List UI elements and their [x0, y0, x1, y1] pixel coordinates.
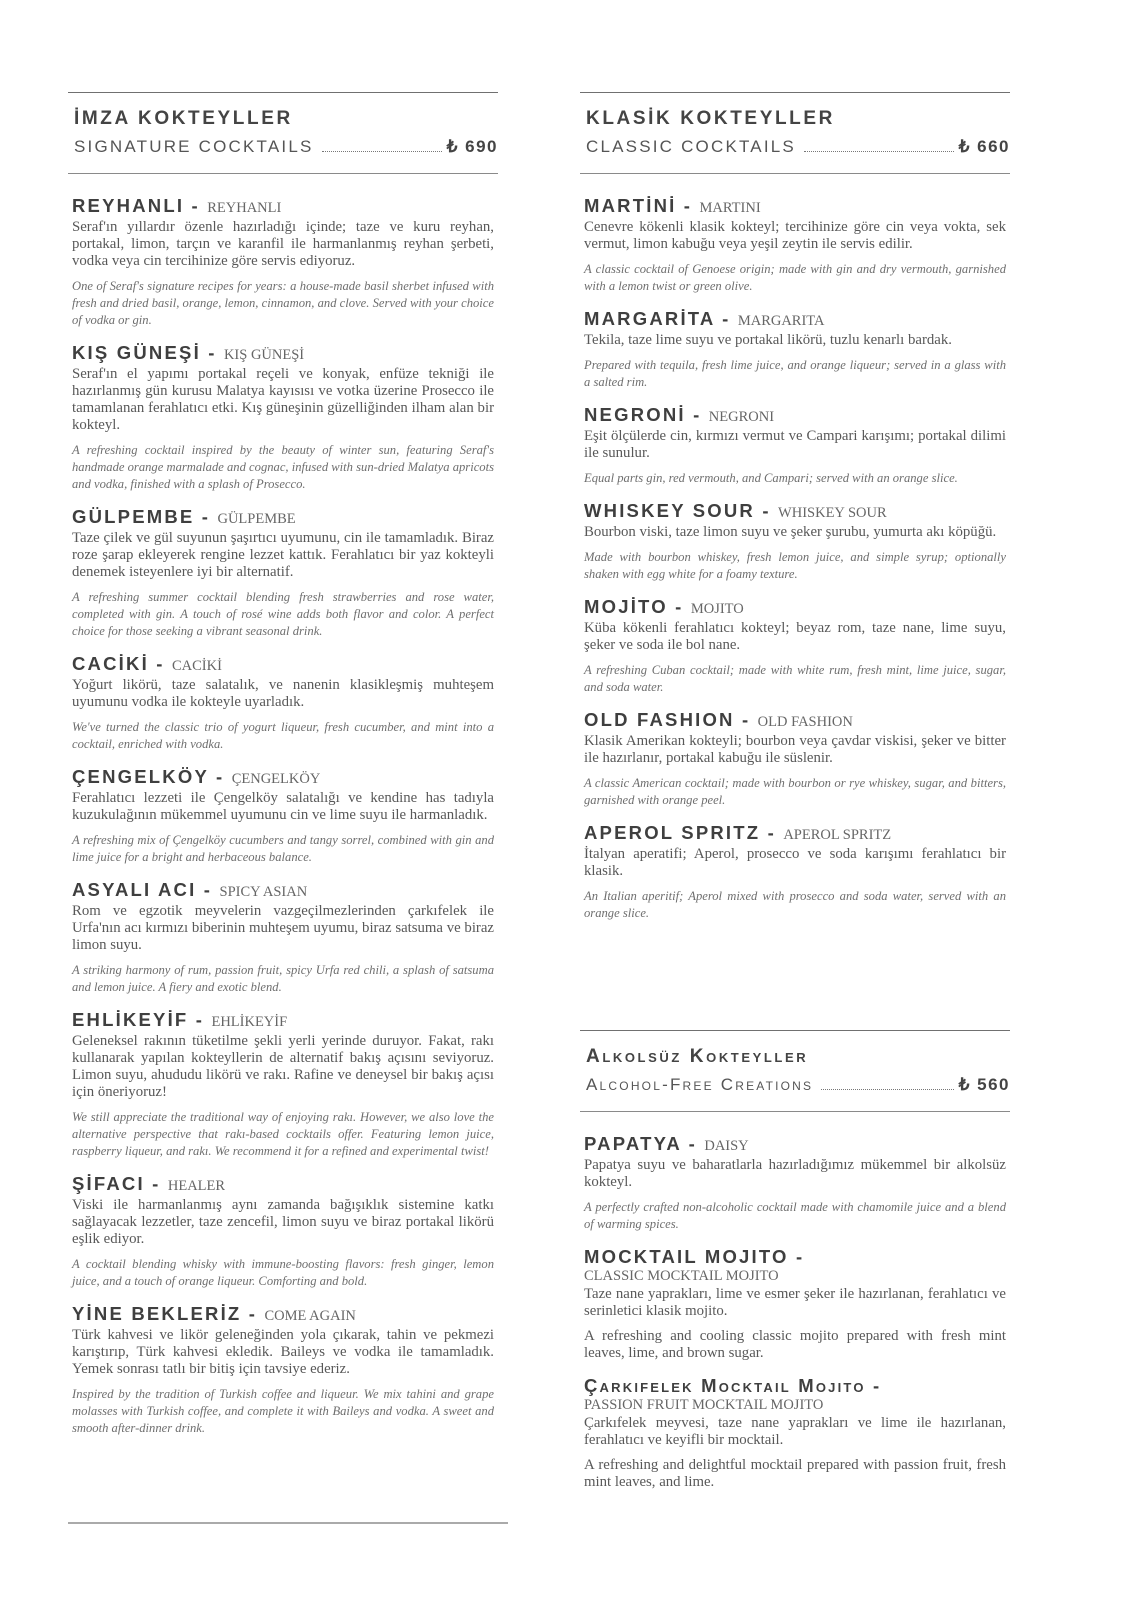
- item-name-english: NEGRONI: [708, 409, 775, 425]
- item-name-english: MARGARITA: [737, 313, 825, 329]
- section-price: ₺ 690: [446, 137, 498, 156]
- section-header: [580, 92, 1010, 174]
- dotted-leader: [804, 151, 954, 152]
- dotted-leader: [821, 1089, 953, 1090]
- section-title-en-row: [74, 137, 498, 157]
- menu-item: [584, 1375, 1006, 1491]
- item-description-en: We've turned the classic trio of yogurt liqueur, fresh cucumber, and mint into a cocktail, enriched with vodka.: [72, 720, 494, 751]
- item-description-en: A classic cocktail of Genoese origin; made with gin and dry vermouth, garnished with a lemon twist or green olive.: [584, 262, 1006, 293]
- item-title: [72, 653, 494, 675]
- item-name-english: APEROL SPRITZ: [783, 827, 892, 843]
- item-description-tr: Eşit ölçülerde cin, kırmızı vermut ve Campari karışımı; portakal dilimi ile sunulur.: [584, 428, 1006, 461]
- item-name-english: PASSION FRUIT MOCKTAIL MOJITO: [584, 1397, 824, 1413]
- item-name-english: GÜLPEMBE: [217, 511, 296, 527]
- item-description-tr: Viski ile harmanlanmış aynı zamanda bağışıklık sistemine katkı sağlayacak lezzetler, taze zencefil, limon suyu ve biraz portakal likörü eşlik ediyor.: [72, 1197, 494, 1247]
- item-description-tr: Çarkıfelek meyvesi, taze nane yaprakları ve lime ile hazırlanan, ferahlatıcı ve keyifli bir mocktail.: [584, 1415, 1006, 1448]
- item-description-en: A refreshing summer cocktail blending fresh strawberries and rose water, completed with gin. A touch of rosé wine adds both flavor and color. A perfect choice for those seeking a vibrant seasonal drink.: [72, 590, 494, 638]
- item-name-english: HEALER: [167, 1178, 226, 1194]
- section-title-en: CLASSIC COCKTAILS: [586, 137, 796, 156]
- item-title: [584, 500, 1006, 522]
- item-name-english: REYHANLI: [207, 200, 282, 216]
- item-description-tr: Taze çilek ve gül suyunun şaşırtıcı uyumunu, cin ile tamamladık. Biraz roze şarap ekleyerek rengine lezzet kattık. Ferahlatıcı bir yaz kokteyli denemek isteyenlere iyi bir alternatif.: [72, 530, 494, 580]
- item-name: PAPATYA -: [584, 1133, 697, 1154]
- menu-item: [584, 709, 1006, 809]
- item-description-en: Made with bourbon whiskey, fresh lemon juice, and simple syrup; optionally shaken with egg white for a foamy texture.: [584, 550, 1006, 581]
- item-name-english: DAISY: [704, 1138, 749, 1154]
- item-description-en: A refreshing mix of Çengelköy cucumbers and tangy sorrel, combined with gin and lime juice for a bright and herbaceous balance.: [72, 833, 494, 864]
- item-description-tr: Tekila, taze lime suyu ve portakal likörü, tuzlu kenarlı bardak.: [584, 332, 952, 348]
- item-title: [584, 195, 1006, 217]
- classic-cocktails-column: [580, 92, 1010, 922]
- menu-item: [72, 1303, 494, 1437]
- item-title: [72, 1303, 494, 1325]
- menu-items-list: [580, 195, 1010, 922]
- item-description-en: A classic American cocktail; made with bourbon or rye whiskey, sugar, and bitters, garnished with orange peel.: [584, 776, 1006, 807]
- section-header: [580, 1030, 1010, 1112]
- item-name: MOCKTAIL MOJITO -: [584, 1246, 805, 1267]
- item-title: [72, 766, 494, 788]
- item-title: [584, 1375, 1006, 1413]
- item-description-en: A refreshing and cooling classic mojito prepared with fresh mint leaves, lime, and brown sugar.: [584, 1328, 1006, 1361]
- item-name-english: CLASSIC MOCKTAIL MOJITO: [584, 1268, 779, 1284]
- item-title: [584, 1246, 1006, 1284]
- item-description-en: A refreshing cocktail inspired by the beauty of winter sun, featuring Seraf's handmade orange marmalade and cognac, infused with sun-dried Malatya apricots and vodka, finished with a splash of Prosecco.: [72, 443, 494, 491]
- menu-item: [72, 1173, 494, 1290]
- menu-item: [72, 506, 494, 640]
- item-title: [72, 342, 494, 364]
- menu-item: [584, 195, 1006, 295]
- item-name: MARGARİTA -: [584, 308, 731, 329]
- item-description-tr: Küba kökenli ferahlatıcı kokteyl; beyaz rom, taze nane, lime suyu, şeker ve soda ile bol nane.: [584, 620, 1006, 653]
- item-description-tr: İtalyan aperatifi; Aperol, prosecco ve soda karışımı ferahlatıcı bir klasik.: [584, 846, 1006, 879]
- item-name-english: MARTINI: [699, 200, 761, 216]
- section-price: ₺ 560: [958, 1075, 1010, 1094]
- signature-cocktails-column: [68, 92, 498, 1437]
- item-description-tr: Seraf'ın el yapımı portakal reçeli ve konyak, enfüze tekniği ile hazırlanmış gün kurusu Malatya kayısısı ve votka üzerine Prosecco ile tamamlanan ferahlatıcı etki. Kış güneşinin güzelliğinden ilham alan bir kokteyl.: [72, 366, 494, 433]
- item-name: YİNE BEKLERİZ -: [72, 1303, 258, 1324]
- item-title: [72, 506, 494, 528]
- dotted-leader: [322, 151, 442, 152]
- item-name-english: WHISKEY SOUR: [778, 505, 887, 521]
- item-name-english: COME AGAIN: [264, 1308, 356, 1324]
- item-description-en: A striking harmony of rum, passion fruit, spicy Urfa red chili, a splash of satsuma and lemon juice. A fiery and exotic blend.: [72, 963, 494, 994]
- item-description-tr: Taze nane yaprakları, lime ve esmer şeker ile hazırlanan, ferahlatıcı ve serinletici klasik mojito.: [584, 1286, 1006, 1319]
- alcohol-free-column: [580, 1030, 1010, 1491]
- item-title: [584, 1133, 1006, 1155]
- item-description-en: Inspired by the tradition of Turkish coffee and liqueur. We mix tahini and grape molasses with Turkish coffee, and complete it with Baileys and vodka. A sweet and smooth after-dinner drink.: [72, 1387, 494, 1435]
- menu-item: [72, 1009, 494, 1160]
- item-description-tr: Bourbon viski, taze limon suyu ve şeker şurubu, yumurta akı köpüğü.: [584, 524, 997, 540]
- item-title: [72, 1173, 494, 1195]
- item-title: [584, 308, 1006, 330]
- item-title: [72, 1009, 494, 1031]
- item-name: KIŞ GÜNEŞİ -: [72, 342, 217, 363]
- menu-item: [72, 653, 494, 753]
- section-title-en: Alcohol-Free Creations: [586, 1075, 814, 1094]
- section-title-tr: İMZA KOKTEYLLER: [74, 108, 293, 129]
- menu-item: [584, 1133, 1006, 1233]
- item-description-en: Prepared with tequila, fresh lime juice, and orange liqueur; served in a glass with a salted rim.: [584, 358, 1006, 389]
- menu-item: [72, 195, 494, 329]
- item-name: ÇENGELKÖY -: [72, 766, 225, 787]
- section-title-en-row: [586, 1075, 1010, 1095]
- menu-item: [72, 342, 494, 493]
- menu-item: [584, 1246, 1006, 1362]
- item-name: ŞİFACI -: [72, 1173, 161, 1194]
- section-title-tr: Alkolsüz Kokteyller: [586, 1046, 809, 1067]
- menu-item: [584, 822, 1006, 922]
- item-name: MOJİTO -: [584, 596, 684, 617]
- item-name: REYHANLI -: [72, 195, 200, 216]
- item-description-tr: Cenevre kökenli klasik kokteyl; tercihinize göre cin veya vokta, sek vermut, limon kabuğu veya yeşil zeytin ile servis edilir.: [584, 219, 1006, 252]
- item-description-tr: Rom ve egzotik meyvelerin vazgeçilmezlerinden çarkıfelek ile Urfa'nın acı kırmızı biberinin muhteşem uyumu, biraz satsuma ve biraz limon suyu.: [72, 903, 494, 953]
- item-description-tr: Türk kahvesi ve likör geleneğinden yola çıkarak, tahin ve pekmezi karıştırıp, Türk kahvesi ekledik. Baileys ve vodka ile tamamladık. Yemek sonrası tatlı bir bitiş için tavsiye ederiz.: [72, 1327, 494, 1377]
- menu-item: [584, 500, 1006, 583]
- item-title: [584, 404, 1006, 426]
- item-title: [584, 596, 1006, 618]
- menu-item: [584, 596, 1006, 696]
- item-description-tr: Klasik Amerikan kokteyli; bourbon veya çavdar viskisi, şeker ve bitter ile hazırlanır, portakal kabuğu ile süslenir.: [584, 733, 1006, 766]
- section-header: [68, 92, 498, 174]
- item-description-tr: Ferahlatıcı lezzeti ile Çengelköy salatalığı ve kendine has tadıyla kuzukulağının mükemmel uyumunu cin ve lime suyu ile harmanladık.: [72, 790, 494, 823]
- item-description-en: Equal parts gin, red vermouth, and Campari; served with an orange slice.: [584, 471, 958, 485]
- section-title-en-row: [586, 137, 1010, 157]
- item-description-en: A perfectly crafted non-alcoholic cocktail made with chamomile juice and a blend of warming spices.: [584, 1200, 1006, 1231]
- menu-item: [584, 404, 1006, 487]
- item-name-english: MOJITO: [690, 601, 744, 617]
- menu-item: [72, 879, 494, 996]
- item-description-tr: Papatya suyu ve baharatlarla hazırladığımız mükemmel bir alkolsüz kokteyl.: [584, 1157, 1006, 1190]
- item-name-english: CACİKİ: [171, 658, 222, 674]
- bottom-divider: [68, 1522, 508, 1524]
- item-name: EHLİKEYİF -: [72, 1009, 205, 1030]
- item-name: OLD FASHION -: [584, 709, 751, 730]
- item-title: [72, 879, 494, 901]
- item-title: [584, 709, 1006, 731]
- item-description-en: An Italian aperitif; Aperol mixed with prosecco and soda water, served with an orange slice.: [584, 889, 1006, 920]
- section-price: ₺ 660: [958, 137, 1010, 156]
- menu-items-list: [580, 1133, 1010, 1491]
- item-description-en: A refreshing Cuban cocktail; made with white rum, fresh mint, lime juice, sugar, and soda water.: [584, 663, 1006, 694]
- section-title-en: SIGNATURE COCKTAILS: [74, 137, 314, 156]
- menu-items-list: [68, 195, 498, 1437]
- menu-item: [72, 766, 494, 866]
- menu-item: [584, 308, 1006, 391]
- item-name-english: KIŞ GÜNEŞİ: [223, 347, 305, 363]
- item-description-en: A refreshing and delightful mocktail prepared with passion fruit, fresh mint leaves, and lime.: [584, 1457, 1006, 1490]
- item-name: CACİKİ -: [72, 653, 165, 674]
- item-name-english: EHLİKEYİF: [211, 1014, 288, 1030]
- item-description-tr: Yoğurt likörü, taze salatalık, ve nanenin klasikleşmiş muhteşem uyumunu vodka ile kokteyle uyarladık.: [72, 677, 494, 710]
- item-name: GÜLPEMBE -: [72, 506, 211, 527]
- item-title: [72, 195, 494, 217]
- item-name-english: OLD FASHION: [757, 714, 853, 730]
- item-name: ASYALI ACI -: [72, 879, 213, 900]
- item-name-english: ÇENGELKÖY: [231, 771, 321, 787]
- item-description-en: A cocktail blending whisky with immune-boosting flavors: fresh ginger, lemon juice, and a touch of orange liqueur. Comforting and bold.: [72, 1257, 494, 1288]
- item-description-en: One of Seraf's signature recipes for years: a house-made basil sherbet infused with fresh and dried basil, orange, lemon, cinnamon, and clove. Served with your choice of vodka or gin.: [72, 279, 494, 327]
- item-name: Çarkıfelek Mocktail Mojito -: [584, 1375, 882, 1396]
- item-description-tr: Seraf'ın yıllardır özenle hazırladığı içinde; taze ve kuru reyhan, portakal, limon, tarçın ve karanfil ile harmanlanmış reyhan şerbeti, vodka veya cin tercihinize göre servis ediyoruz.: [72, 219, 494, 269]
- item-name: NEGRONİ -: [584, 404, 702, 425]
- item-title: [584, 822, 1006, 844]
- item-name: MARTİNİ -: [584, 195, 693, 216]
- item-description-en: We still appreciate the traditional way of enjoying rakı. However, we also love the alternative perspective that rakı-based cocktails offer. Featuring lemon juice, raspberry liqueur, and rakı. We recommend it for a refined and experimental twist!: [72, 1110, 494, 1158]
- item-name: WHISKEY SOUR -: [584, 500, 771, 521]
- item-name-english: SPICY ASIAN: [219, 884, 308, 900]
- item-name: APEROL SPRITZ -: [584, 822, 776, 843]
- section-title-tr: KLASİK KOKTEYLLER: [586, 108, 835, 129]
- item-description-tr: Geleneksel rakının tüketilme şekli yerli yerinde duruyor. Fakat, rakı kullanarak yapılan kokteyllerin de alternatif bakış açısını seviyoruz. Limon suyu, ahududu likörü ve rakı. Rafine ve deneysel bir bakış açısı için öneriyoruz!: [72, 1033, 494, 1100]
